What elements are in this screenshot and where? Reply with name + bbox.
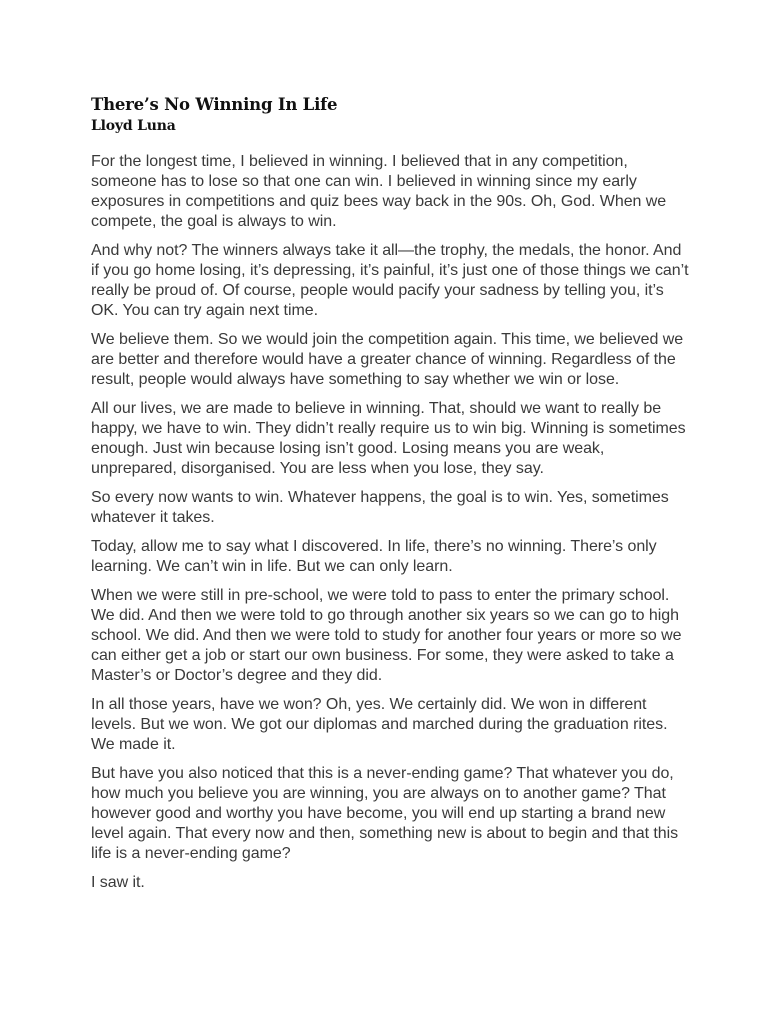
paragraph-1: For the longest time, I believed in winning. I believed that in any competition, someone has to lose so that one can win. I believed in winning since my early exposures in competitions and quiz bees way back in the 90s. Oh, God. When we compete, the goal is always to win. [91,153,667,230]
paragraph-5: So every now wants to win. Whatever happens, the goal is to win. Yes, sometimes whatever it takes. [91,489,669,526]
paragraph-10: I saw it. [91,874,145,891]
paragraph-4: All our lives, we are made to believe in winning. That, should we want to really be happy, we have to win. They didn’t really require us to win big. Winning is sometimes enough. Just win because losing isn’t good. Losing means you are weak, unprepared, disorganised. You are less when you lose, they say. [91,400,686,477]
paragraph-9: But have you also noticed that this is a never-ending game? That whatever you do, how much you believe you are winning, you are always on to another game? That however good and worthy you have become, you will end up starting a brand new level again. That every now and then, something new is about to begin and that this life is a never-ending game? [91,765,679,862]
document-title: There’s No Winning In Life [91,95,338,114]
document-author: Lloyd Luna [91,118,176,134]
document-page [91,94,691,902]
paragraph-7: When we were still in pre-school, we were told to pass to enter the primary school. We did. And then we were told to go through another six years so we can go to high school. We did. And then we were told to study for another four years or more so we can either get a job or start our own business. For some, they were asked to take a Master’s or Doctor’s degree and they did. [91,587,682,684]
paragraph-8: In all those years, have we won? Oh, yes. We certainly did. We won in different levels. But we won. We got our diplomas and marched during the graduation rites. We made it. [91,696,668,753]
paragraph-6: Today, allow me to say what I discovered. In life, there’s no winning. There’s only learning. We can’t win in life. But we can only learn. [91,538,657,575]
paragraph-2: And why not? The winners always take it all—the trophy, the medals, the honor. And if you go home losing, it’s depressing, it’s painful, it’s just one of those things we can’t really be proud of. Of course, people would pacify your sadness by telling you, it’s OK. You can try again next time. [91,242,689,319]
paragraph-3: We believe them. So we would join the competition again. This time, we believed we are better and therefore would have a greater chance of winning. Regardless of the result, people would always have something to say whether we win or lose. [91,331,684,388]
